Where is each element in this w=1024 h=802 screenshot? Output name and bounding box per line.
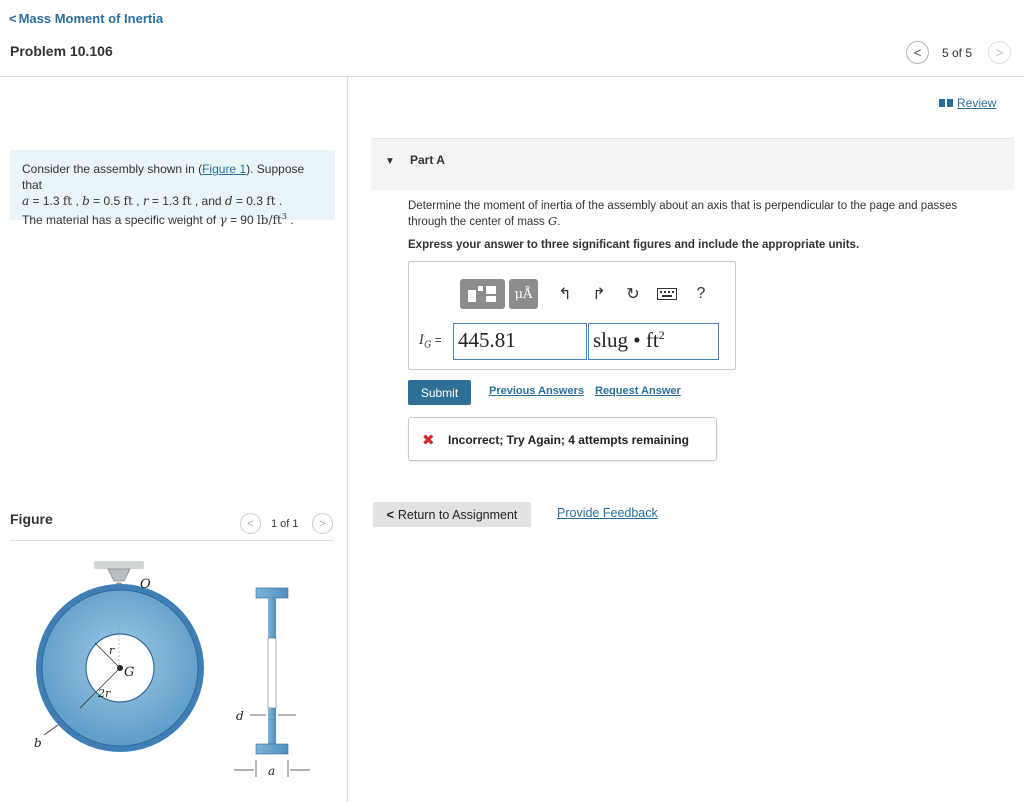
question-text: Determine the moment of inertia of the assembly about an axis that is perpendicular to the page and passes through the center of mass G. [408, 200, 958, 228]
r-value: = 1.3 [148, 194, 183, 208]
unit-ft-r: ft [182, 194, 192, 208]
answer-box [408, 261, 736, 370]
label-r: r [109, 644, 115, 657]
label-G: G [124, 665, 135, 680]
label-d: d [236, 709, 244, 723]
chevron-right-icon: > [319, 517, 326, 530]
support-bracket [108, 569, 130, 581]
previous-problem-button[interactable] [906, 41, 929, 64]
context-intro: Consider the assembly shown in ( [22, 162, 203, 176]
help-button[interactable] [684, 279, 718, 309]
chevron-right-icon: > [995, 45, 1004, 60]
context-line-1 [22, 161, 323, 193]
unit-ft-d: ft [266, 194, 276, 208]
next-problem-button[interactable] [988, 41, 1011, 64]
context-intro-end: ). Suppose that [22, 162, 305, 192]
help-icon: ? [696, 285, 706, 302]
label-O: O [140, 577, 151, 592]
ig-symbol: I [419, 333, 425, 348]
ig-subscript: G [424, 340, 432, 351]
d-value: = 0.3 [232, 194, 267, 208]
label-b: b [34, 736, 42, 750]
chevron-left-icon: < [913, 45, 922, 60]
unit-ft-a: ft [62, 194, 73, 208]
submit-button[interactable]: Submit [408, 380, 471, 405]
chevron-left-icon: < [247, 517, 254, 530]
units-text: slug • ft [593, 328, 659, 352]
figure-prev-button[interactable] [240, 513, 261, 534]
caret-down-icon: ▼ [385, 156, 395, 167]
var-r: r [142, 194, 149, 208]
back-link-label: Mass Moment of Inertia [18, 11, 164, 26]
templates-icon [466, 284, 500, 304]
figure-divider [10, 540, 333, 541]
review-link[interactable] [939, 96, 996, 110]
request-answer-link[interactable]: Request Answer [595, 385, 681, 397]
mu-angstrom-icon: μÅ [514, 286, 533, 302]
gamma-unit: lb/ft [256, 213, 282, 227]
figure-next-button[interactable] [312, 513, 333, 534]
context-line-3: The material has a specific weight of γ = 90 $lb/ft^3$ . [22, 212, 294, 227]
undo-icon: ↰ [558, 286, 572, 303]
figure-heading: Figure [10, 511, 53, 527]
previous-answers-link[interactable]: Previous Answers [489, 385, 584, 397]
keyboard-icon [657, 288, 677, 300]
var-a: a [22, 194, 30, 208]
chevron-left-icon: < [9, 11, 17, 26]
templates-button[interactable] [460, 279, 505, 309]
value-input[interactable]: 445.81 [453, 323, 587, 360]
problem-title: Problem 10.106 [10, 43, 113, 59]
context-line-2: a = 1.3 ft , b = 0.5 ft , r = 1.3 ft , and d = 0.3 ft . [22, 194, 283, 208]
context-material: The material has a specific weight of [22, 213, 220, 227]
top-flange [256, 588, 288, 598]
problem-counter: 5 of 5 [942, 46, 973, 60]
var-gamma: γ [219, 213, 227, 227]
unit-ft-b: ft [123, 194, 133, 208]
reset-icon: ↻ [626, 286, 640, 303]
review-label: Review [957, 96, 997, 110]
units-input[interactable] [588, 323, 719, 360]
units-symbols-button[interactable] [509, 279, 538, 309]
rod-lower [268, 708, 276, 744]
bottom-flange [256, 744, 288, 754]
return-label: Return to Assignment [397, 507, 518, 522]
rod-middle [268, 638, 276, 708]
context-and: , and [191, 194, 225, 208]
review-icon [939, 98, 953, 108]
incorrect-x-icon: ✖ [422, 432, 435, 449]
provide-feedback-link[interactable]: Provide Feedback [557, 506, 658, 520]
support-base [94, 561, 144, 569]
feedback-message: Incorrect; Try Again; 4 attempts remaining [448, 433, 689, 447]
question-body: Determine the moment of inertia of the assembly about an axis that is perpendicular to the page and passes through the center of mass [408, 200, 958, 228]
column-divider [347, 77, 348, 802]
figure-counter: 1 of 1 [271, 518, 299, 530]
label-2r: 2r [98, 687, 111, 700]
keyboard-button[interactable] [650, 279, 684, 309]
a-value: = 1.3 [29, 194, 63, 208]
var-b: b [82, 194, 90, 208]
redo-button[interactable] [582, 279, 616, 309]
b-value: = 0.5 [89, 194, 124, 208]
ig-label: $I_G$ = [419, 333, 442, 351]
problem-context [10, 150, 335, 227]
gamma-value: = 90 [226, 213, 257, 227]
figure-link[interactable]: Figure 1 [202, 162, 247, 176]
question-var-G: G [548, 214, 558, 228]
reset-button[interactable] [616, 279, 650, 309]
header-divider [0, 76, 1024, 77]
var-d: d [224, 194, 233, 208]
assembly-figure [20, 555, 320, 785]
label-a: a [268, 764, 276, 778]
part-a-header[interactable] [371, 138, 1014, 190]
chevron-left-icon: < [386, 507, 394, 522]
units-exponent: 2 [658, 328, 665, 342]
return-to-assignment-button[interactable] [373, 502, 531, 527]
instruction-text: Express your answer to three significant figures and include the appropriate units. [408, 239, 860, 251]
part-a-title: Part A [410, 153, 445, 167]
math-toolbar [460, 279, 718, 309]
redo-icon: ↱ [592, 286, 606, 303]
undo-button[interactable] [548, 279, 582, 309]
rod-upper [268, 598, 276, 638]
b-leader [44, 725, 58, 735]
back-link-mass-moment[interactable] [9, 11, 163, 26]
feedback-box [408, 417, 717, 461]
